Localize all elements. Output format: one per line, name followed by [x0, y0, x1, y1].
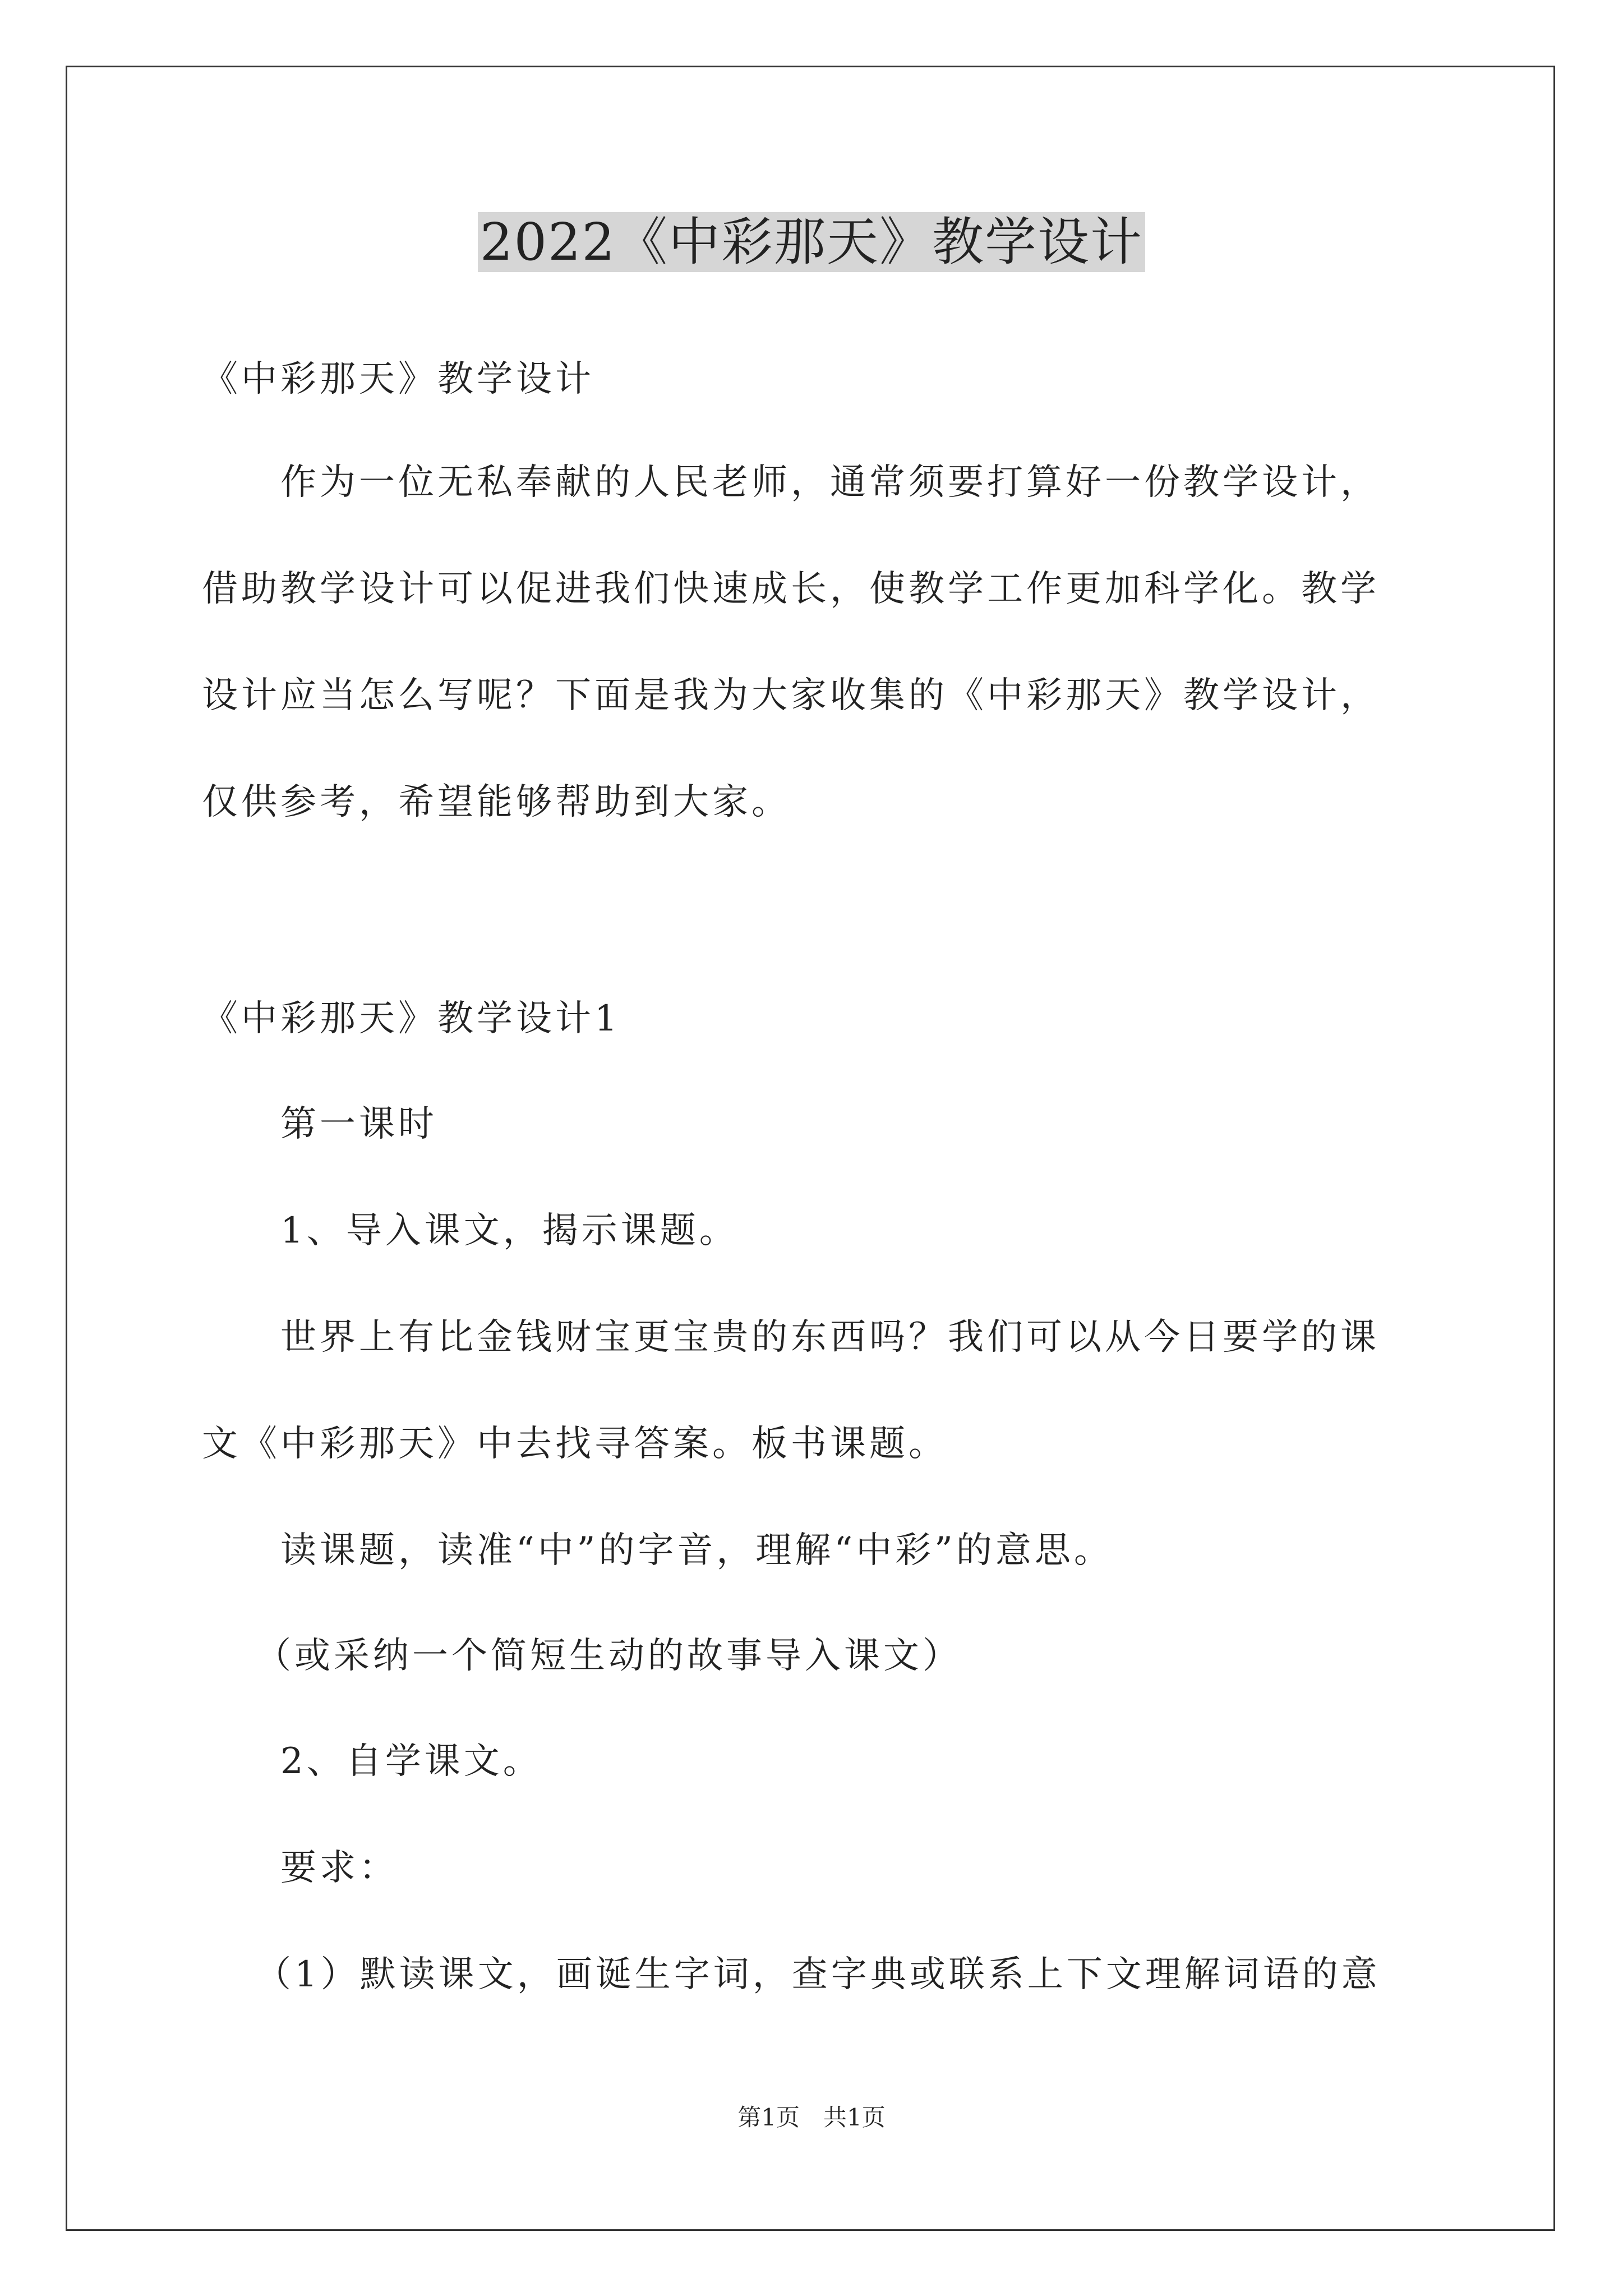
section-heading: 《中彩那天》教学设计1: [202, 998, 621, 1039]
body-line-3: 世界上有比金钱财宝更宝贵的东西吗？我们可以从今日要学的课: [280, 1317, 1380, 1358]
intro-line-1: 作为一位无私奉献的人民老师，通常须要打算好一份教学设计，: [280, 462, 1380, 503]
body-line-6: （或采纳一个简短生动的故事导入课文）: [255, 1635, 962, 1677]
page-footer: 第1页 共1页: [737, 2104, 886, 2131]
document-title: [0, 209, 1623, 276]
body-line-4: 文《中彩那天》中去找寻答案。板书课题。: [202, 1423, 948, 1465]
subtitle: 《中彩那天》教学设计: [202, 358, 594, 400]
intro-line-3: 设计应当怎么写呢？下面是我为大家收集的《中彩那天》教学设计，: [202, 675, 1380, 716]
body-line-1: 第一课时: [280, 1103, 437, 1145]
body-line-5: 读课题，读准“中”的字音，理解“中彩”的意思。: [280, 1530, 1113, 1571]
document-title-text: 2022《中彩那天》教学设计: [478, 212, 1145, 272]
intro-line-4: 仅供参考，希望能够帮助到大家。: [202, 781, 791, 823]
intro-line-2: 借助教学设计可以促进我们快速成长，使教学工作更加科学化。教学: [202, 568, 1380, 610]
body-line-2: 1、导入课文，揭示课题。: [280, 1210, 739, 1251]
body-line-9: （1）默读课文，画诞生字词，查字典或联系上下文理解词语的意: [255, 1954, 1381, 1995]
body-line-7: 2、自学课文。: [280, 1741, 542, 1782]
body-line-8: 要求：: [280, 1847, 398, 1889]
